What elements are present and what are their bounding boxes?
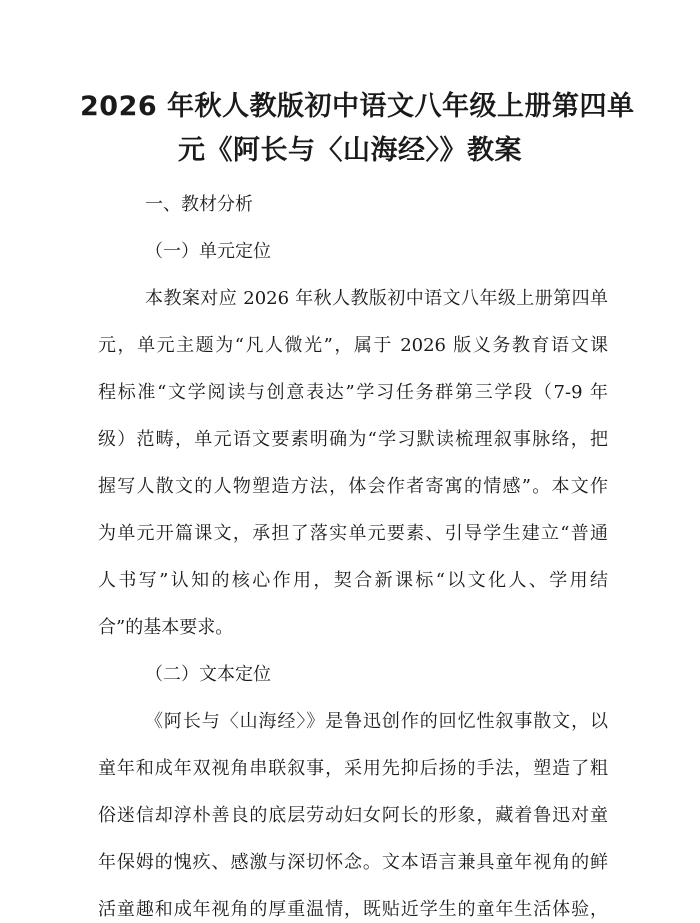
paragraph-line: 握写人散文的人物塑造方法，体会作者寄寓的情感”。本文作 <box>98 476 608 497</box>
paragraph-line: 活童趣和成年视角的厚重温情，既贴近学生的童年生活体验， <box>98 899 608 920</box>
paragraph-line: 本教案对应 2026 年秋人教版初中语文八年级上册第四单 <box>145 288 608 309</box>
section-heading-analysis: 一、教材分析 <box>145 194 253 215</box>
paragraph-line: 元，单元主题为“凡人微光”，属于 2026 版义务教育语文课 <box>98 335 608 356</box>
paragraph-line: 童年和成年双视角串联叙事，采用先抑后扬的手法，塑造了粗 <box>98 758 608 779</box>
paragraph-line: 程标准“文学阅读与创意表达”学习任务群第三学段（7-9 年 <box>98 382 608 403</box>
paragraph-line: 人书写”认知的核心作用，契合新课标“以文化人、学用结 <box>98 570 608 591</box>
document-title-line-2: 元《阿长与〈山海经〉》教案 <box>178 135 522 166</box>
paragraph-line: 《阿长与〈山海经〉》是鲁迅创作的回忆性叙事散文，以 <box>145 711 608 732</box>
paragraph-line: 合”的基本要求。 <box>98 617 234 638</box>
document-title-line-1: 2026 年秋人教版初中语文八年级上册第四单 <box>80 91 635 122</box>
paragraph-line: 为单元开篇课文，承担了落实单元要素、引导学生建立“普通 <box>98 523 608 544</box>
paragraph-line: 俗迷信却淳朴善良的底层劳动妇女阿长的形象，藏着鲁迅对童 <box>98 805 608 826</box>
paragraph-line: 级）范畴，单元语文要素明确为“学习默读梳理叙事脉络，把 <box>98 429 608 450</box>
subsection-heading-unit-position: （一）单元定位 <box>145 241 271 262</box>
paragraph-line: 年保姆的愧疚、感激与深切怀念。文本语言兼具童年视角的鲜 <box>98 852 608 873</box>
subsection-heading-text-position: （二）文本定位 <box>145 664 271 685</box>
